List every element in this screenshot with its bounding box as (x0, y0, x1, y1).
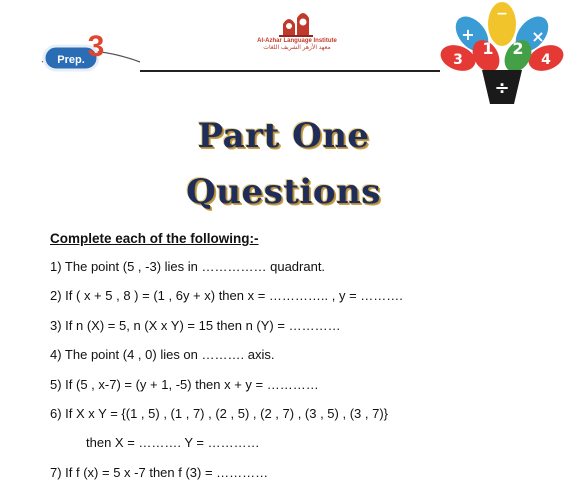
grade-label: Prep. (57, 54, 85, 66)
header-rule (140, 70, 440, 72)
digit-one: 1 (482, 39, 494, 58)
grade-badge (40, 22, 150, 78)
math-symbols-logo-icon (438, 0, 566, 110)
title-line-2: Questions (186, 172, 381, 212)
minus-symbol: − (496, 6, 508, 22)
question-6: 6) If X x Y = {(1 , 5) , (1 , 7) , (2 , 5) , (2 , 7) , (3 , 5) , (3 , 7)} (50, 405, 388, 421)
question-2: 2) If ( x + 5 , 8 ) = (1 , 6y + x) then x = ………….. , y = ………. (50, 288, 403, 304)
institute-logo (252, 8, 342, 58)
digit-four: 4 (541, 52, 551, 68)
section-heading: Complete each of the following:- (50, 231, 259, 246)
question-4: 4) The point (4 , 0) lies on ………. axis. (50, 347, 275, 363)
divide-symbol: ÷ (494, 78, 510, 99)
question-1: 1) The point (5 , -3) lies in …………… quadrant. (50, 259, 326, 274)
questions-section (50, 228, 550, 492)
plus-symbol: + (461, 25, 475, 44)
institute-emblem-icon (277, 8, 317, 38)
page-header (0, 0, 567, 110)
institute-name-en: Al-Azhar Language Institute (257, 38, 337, 44)
grade-number: 3 (87, 30, 105, 63)
question-6-continued: then X = ………. Y = ………… (86, 435, 260, 451)
question-3: 3) If n (X) = 5, n (X x Y) = 15 then n (Y) = ………… (50, 317, 341, 333)
digit-three: 3 (453, 52, 463, 68)
page-title (0, 108, 567, 220)
question-5: 5) If (5 , x-7) = (y + 1, -5) then x + y = ………… (50, 376, 319, 392)
question-7: 7) If f (x) = 5 x -7 then f (3) = ………… (50, 464, 269, 480)
institute-name-ar: معهد الأزهر الشريف اللغات (263, 45, 331, 51)
times-symbol: × (531, 27, 545, 46)
digit-two: 2 (512, 39, 524, 58)
title-line-1: Part One (197, 116, 370, 156)
